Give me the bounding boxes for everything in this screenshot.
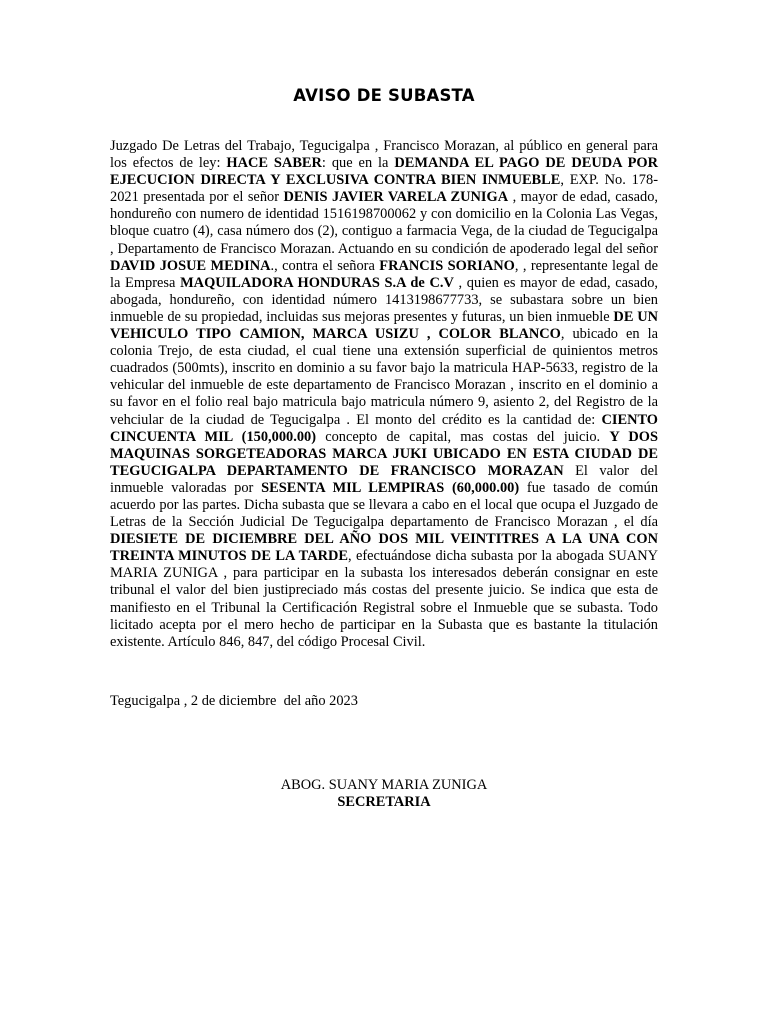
body-bold-segment: CIENTO CINCUENTA MIL (150,000.00) [110,411,658,445]
body-text-segment: , ubicado en la colonia Trejo, de esta ciudad, el cual tiene una extensión superficial de quinientos metros cuadrados (500mts), inscrito en dominio a su favor bajo la matricula HAP-5633, registro de la vehicular del inmueble de este departamento de Francisco Morazan , inscrito en el dominio a su favor en el folio real bajo matricula bajo matricula número 9, asiento 2, del Registro de la vehciular de la ciudad de Tegucigalpa . El monto del crédito es la cantidad de: [110,326,658,428]
body-text-segment: , EXP. No. 178-2021 presentada por el señor [110,172,658,206]
body-bold-segment: DAVID JOSUE MEDINA [110,257,271,274]
body-bold-segment: DENIS JAVIER VARELA ZUNIGA [283,189,509,206]
body-text-segment: concepto de capital, mas costas del juicio. [316,428,610,445]
body-text-segment: , quien es mayor de edad, casado, abogada, hondureño, con identidad número 1413198677733, se subastara sobre un bien inmueble de su propiedad, incluidas sus mejoras presentes y futuras, un bien inmueble [110,274,658,325]
body-text-segment: , mayor de edad, casado, hondureño con numero de identidad 1516198700062 y con domicilio en la Colonia Las Vegas, bloque cuatro (4), casa número dos (2), contiguo a farmacia Vega, de la ciudad de Tegucigalpa , Departamento de Francisco Morazan. Actuando en su condición de apoderado legal del señor [110,189,658,257]
body-bold-segment: Y DOS MAQUINAS SORGETEADORAS MARCA JUKI UBICADO EN ESTA CIUDAD DE TEGUCIGALPA DEPARTAMENTO DE FRANCISCO MORAZAN [110,428,658,479]
body-text-segment: , efectuándose dicha subasta por la abogada SUANY MARIA ZUNIGA , para participar en la subasta los interesados deberán consignar en este tribunal el valor del bien justipreciado más costas del presente juicio. Se indica que esta de manifiesto en el Tribunal la Certificación Registral sobre el Inmueble que se subasta. Todo licitado acepta por el mero hecho de participar en la Subasta que es bastante la titulación existente. Artículo 846, 847, del código Procesal Civil. [110,548,658,650]
body-text-segment: Juzgado De Letras del Trabajo, Tegucigalpa , Francisco Morazan, al público en general para los efectos de ley: [110,138,658,172]
body-bold-segment: HACE SABER [226,155,322,172]
body-text-segment: , , representante legal de la Empresa [110,257,658,291]
signatory-name: ABOG. SUANY MARIA ZUNIGA [280,777,488,793]
body-bold-segment: DIESIETE DE DICIEMBRE DEL AÑO DOS MIL VEINTITRES A LA UNA CON TREINTA MINUTOS DE LA TARDE [110,531,658,565]
body-bold-segment: SESENTA MIL LEMPIRAS (60,000.00) [261,479,520,496]
body-bold-segment: DE UN VEHICULO TIPO CAMION, MARCA USIZU , COLOR BLANCO [110,308,658,343]
body-bold-segment: DEMANDA EL PAGO DE DEUDA POR EJECUCION DIRECTA Y EXCLUSIVA CONTRA BIEN INMUEBLE [110,155,659,189]
body-text-segment: fue tasado de común acuerdo por las partes. Dicha subasta que se llevara a cabo en el local que ocupa el Juzgado de Letras de la Sección Judicial De Tegucigalpa departamento de Francisco Morazan , el día [110,479,659,531]
body-text-segment: El valor del inmueble valoradas por [110,462,658,496]
body-text-segment: ., contra el señora [270,257,380,274]
date-line: Tegucigalpa , 2 de diciembre del año 2023 [110,693,358,709]
notice-body [110,138,658,651]
body-bold-segment: MAQUILADORA HONDURAS S.A de C.V [180,274,454,291]
signatory-role: SECRETARIA [337,794,431,810]
body-text-segment: : que en la [321,155,395,172]
body-bold-segment: FRANCIS SORIANO [379,257,515,274]
document-title: AVISO DE SUBASTA [293,86,475,105]
